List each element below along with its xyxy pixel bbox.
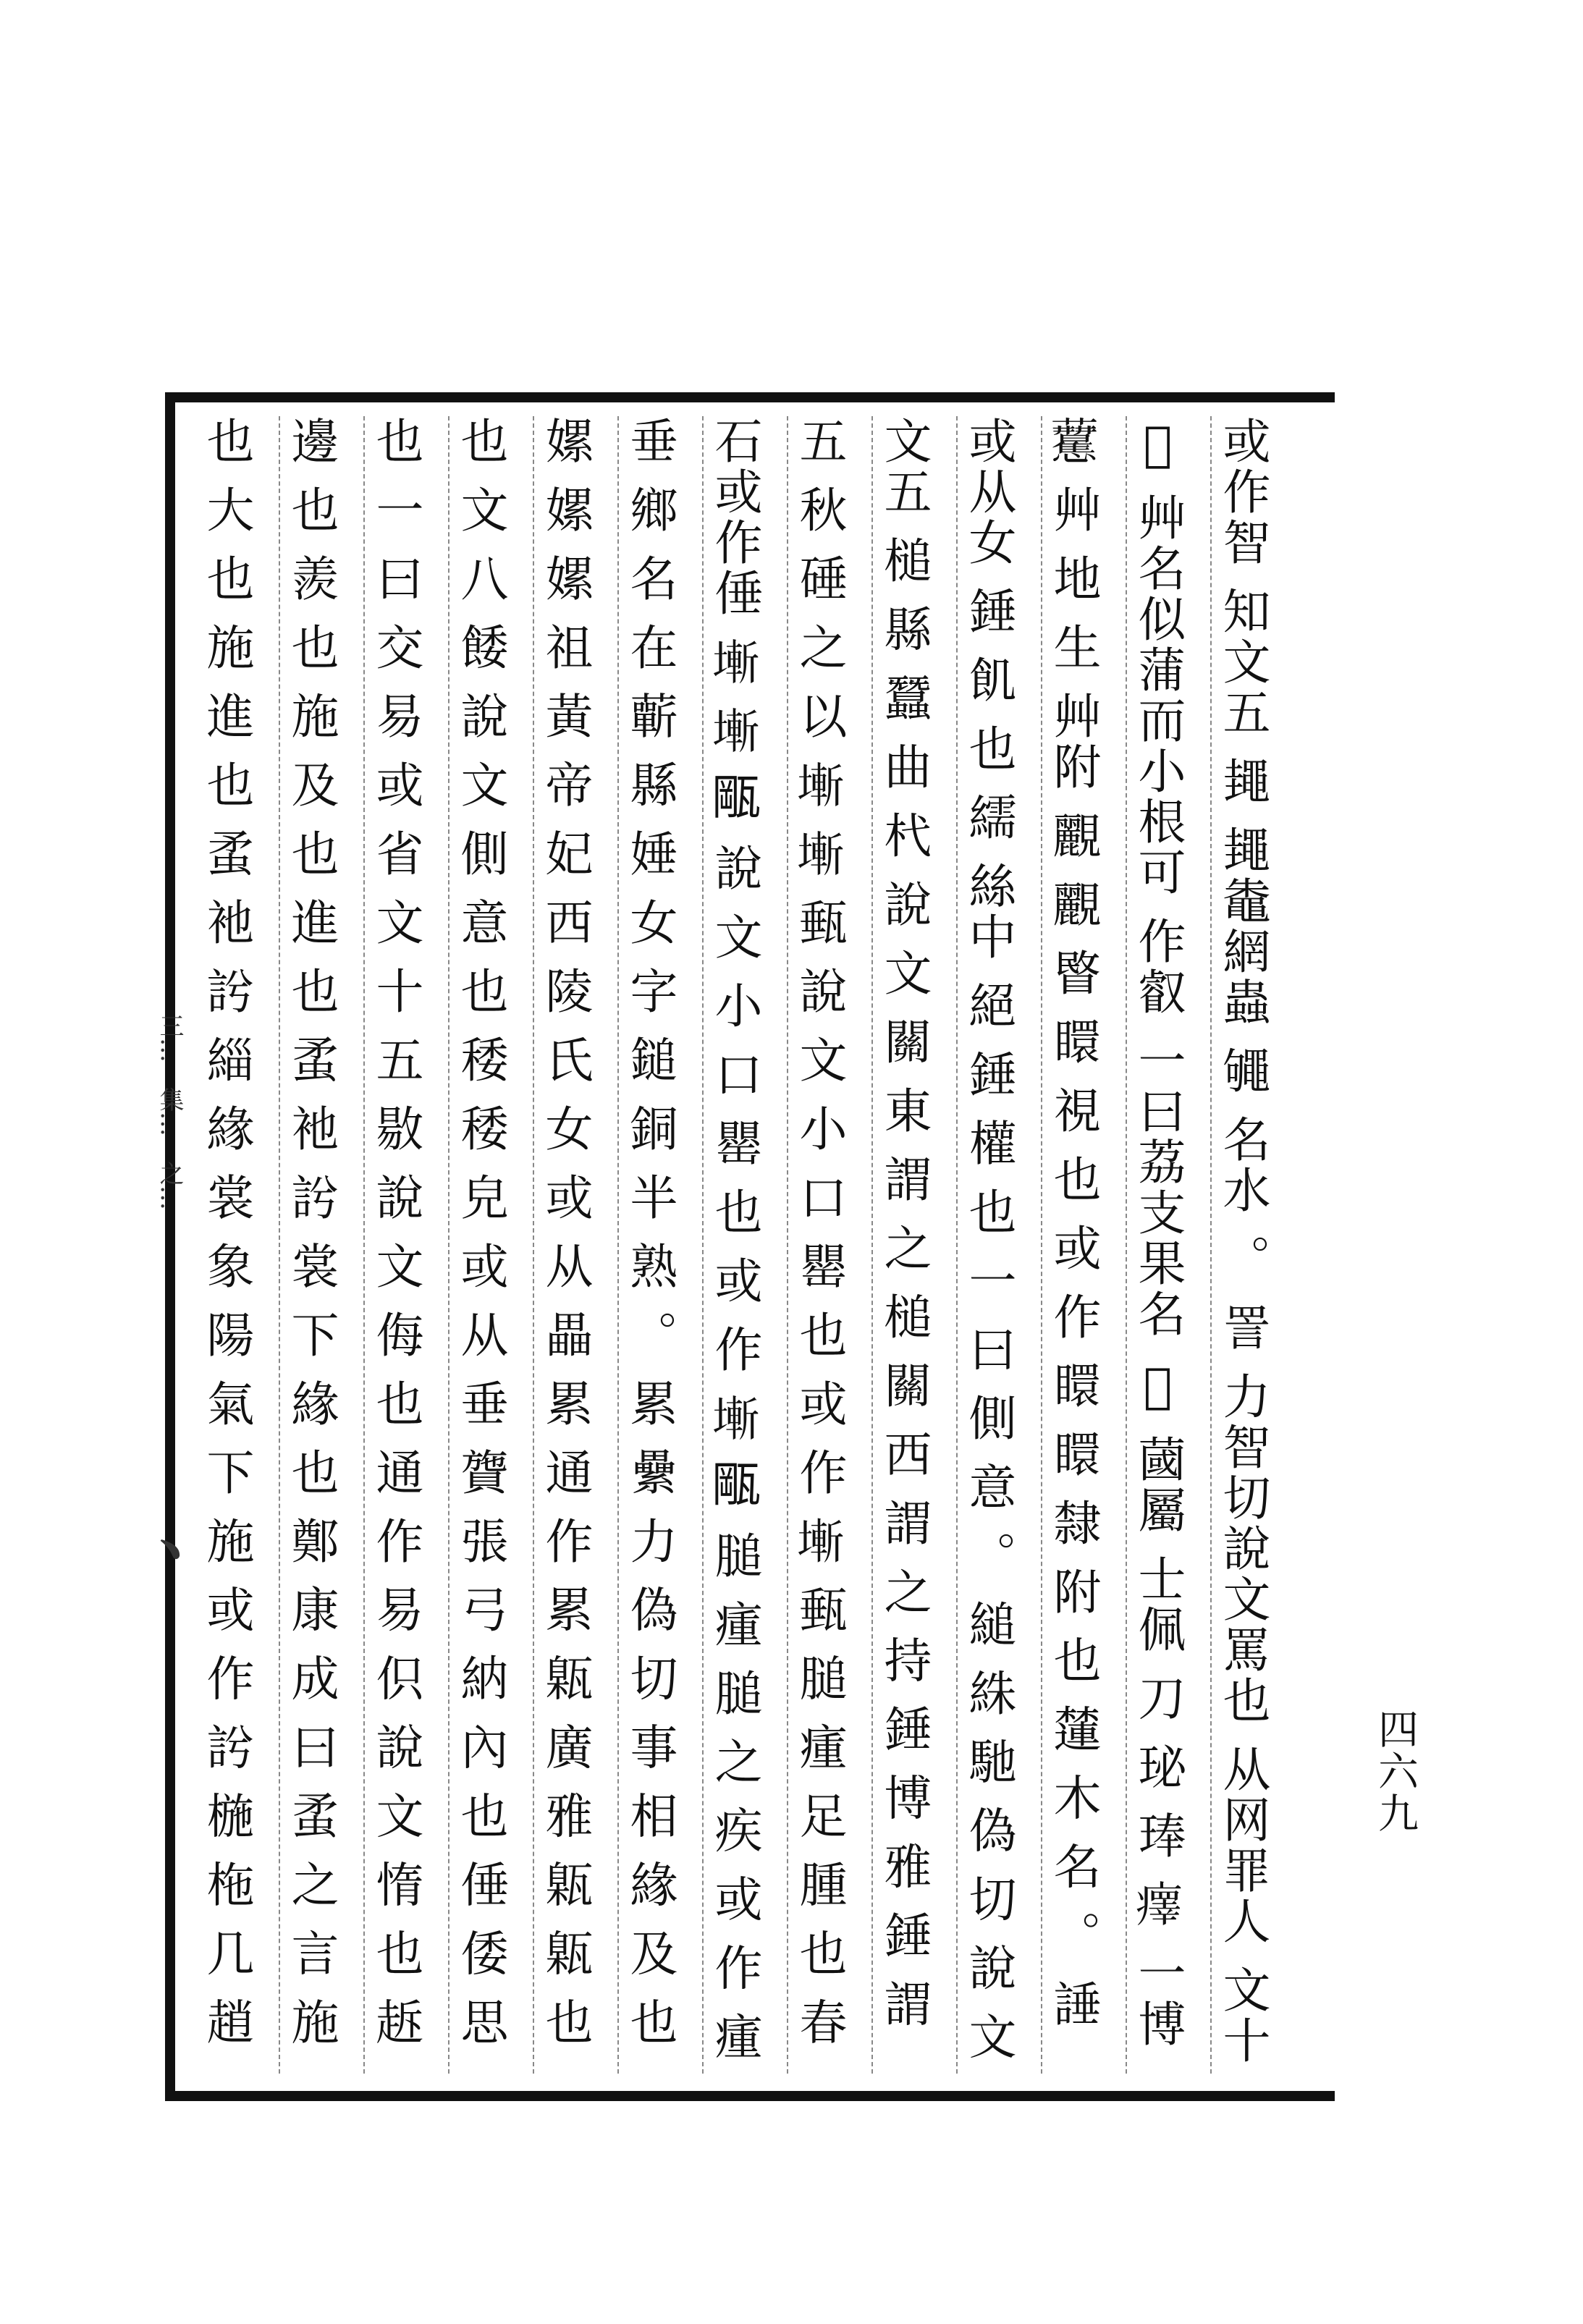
text-column-10: 也 文 八 餧 說 文 側 意 也 䅗 䅗 皃 或 从 垂 䞄 張 弓 納 內 也 倕 倭 思 xyxy=(448,416,512,2074)
text-column-1: 或作智 知文五 䵷 䵷鼄網蟲 䵶 名水 。 詈 力智切說文罵也 从网罪人 文十 xyxy=(1210,416,1274,2074)
text-column-3: 𧆒 艸 地 生 艸附 䚕 䚕 睯 䁵 視 也 或 作 䁵 䁵 隸 附 也 㰈 木 名 。 諈 xyxy=(1041,416,1105,2074)
running-title: 三… 集… 之… xyxy=(155,1013,184,1210)
text-column-2: 𦵔 艸名似蒲而小根可 作叡 一曰荔支果名 𦽱 蔮屬 士佩 刀 珌 琫 𤻂 一博 xyxy=(1126,416,1189,2074)
text-column-5: 文五 槌 縣 蠶 曲 杙 說 文 關 東 謂 之 槌 關 西 謂 之 持 錘 博 雅 錘 謂 xyxy=(871,416,935,2074)
text-block xyxy=(194,416,1274,2074)
text-column-12: 邊 也 羨 也 施 及 也 進 也 䖥 衪 䚷 裳 下 緣 也 鄭 康 成 曰 䖥 之 言 施 xyxy=(279,416,342,2074)
text-column-13: 也 大 也 施 進 也 䖥 衪 䚷 緇 緣 裳 象 陽 氣 下 施 或 作 䚷 椸 柂 几 趙 xyxy=(198,416,254,2048)
text-column-11: 也 一 曰 交 易 或 省 文 十 五 敭 說 文 侮 也 通 作 易 伿 說 文 惰 也 䞣 xyxy=(363,416,427,2074)
text-column-8: 垂 鄉 名 在 蘄 縣 娷 女 字 鎚 銅 半 熟 。 累 纍 力 偽 切 事 相 緣 及 也 xyxy=(617,416,681,2074)
text-column-9: 嫘 嫘 嫘 祖 黃 帝 妃 西 陵 氏 女 或 从 畾 累 通 作 累 甈 廣 雅 甈 甈 也 xyxy=(533,416,596,2074)
text-column-6: 五 秋 硾 之 以 𡐛 𡐛 甀 說 文 小 口 罌 也 或 作 𡐛 甀 膇 瘇 足 腫 也 春 xyxy=(787,416,850,2074)
text-column-4: 或从女 錘 飢 也 繻 絲中 絕 錘 權 也 一 曰 側 意 。 縋 絑 馳 偽 切 說 文 xyxy=(956,416,1020,2074)
leaf-mark: ﹅ xyxy=(156,1534,185,1567)
page-number: 四六九 xyxy=(1372,1708,1419,1834)
text-column-7: 石或作倕 𡐛 𡐛 𤭛 說 文 小 口 罌 也 或 作 𡐛 𤭛 膇 瘇 膇 之 疾 或 作 瘇 xyxy=(702,416,766,2074)
